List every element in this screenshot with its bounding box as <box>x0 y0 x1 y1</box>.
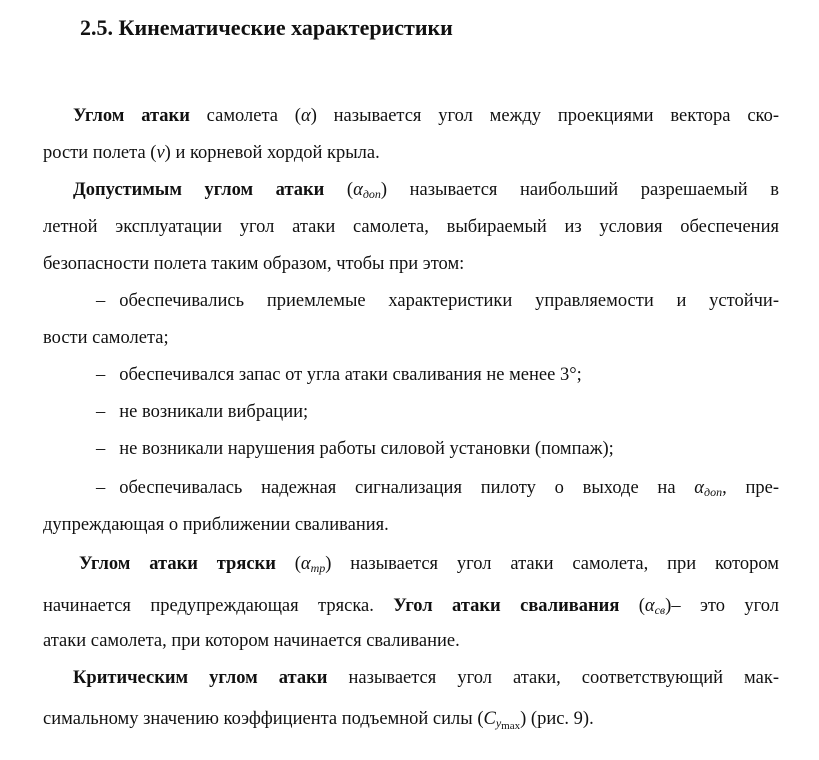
list-item-1: – обеспечивались приемлемые характеристики управляемости и устойчи- <box>96 291 779 311</box>
lift-coefficient-symbol: C <box>483 709 496 729</box>
alpha-symbol: α <box>644 596 655 616</box>
subscript-sv: св <box>654 603 666 617</box>
term-stall-angle: Угол атаки сваливания <box>393 596 620 616</box>
velocity-symbol: v <box>156 143 165 163</box>
dash-bullet: – <box>96 478 106 498</box>
term-critical-angle: Критическим углом атаки <box>73 668 328 688</box>
subscript-max: max <box>501 720 521 732</box>
subscript-dop: доп <box>362 187 381 201</box>
alpha-symbol: α <box>353 180 363 200</box>
dash-bullet: – <box>96 402 106 422</box>
paragraph-angle-of-attack-line-1: Углом атаки самолета (α) называется угол между проекциями вектора ско- <box>73 106 779 126</box>
paragraph-critical-angle-line-1: Критическим углом атаки называется угол атаки, соответствующий мак- <box>73 668 779 688</box>
subscript-y: ymax <box>495 716 521 732</box>
list-item-1-continuation: вости самолета; <box>43 328 169 348</box>
alpha-symbol: α <box>694 478 705 498</box>
list-item-5: – обеспечивалась надежная сигнализация пилоту о выходе на $\alpha_{доп}$, пре- <box>96 478 779 499</box>
dash-bullet: – <box>96 365 106 385</box>
paragraph-buffet-angle-line-1: Углом атаки тряски $(\alpha_{тр})$ называется угол атаки самолета, при котором <box>79 554 779 575</box>
paragraph-permissible-angle-line-1: Допустимым углом атаки $(\alpha_{доп})$ называется наибольший разрешаемый в <box>73 180 779 201</box>
alpha-symbol: α <box>300 554 311 574</box>
section-heading: 2.5. Кинематические характеристики <box>80 15 453 40</box>
alpha-symbol: α <box>300 106 311 126</box>
paragraph-angle-of-attack-line-2: рости полета (v) и корневой хордой крыла. <box>43 143 380 163</box>
paragraph-buffet-angle-line-3: атаки самолета, при котором начинается сваливание. <box>43 631 460 651</box>
dash-bullet: – <box>96 291 106 311</box>
term-angle-of-attack: Углом атаки <box>73 106 190 126</box>
paragraph-buffet-angle-line-2: начинается предупреждающая тряска. Угол атаки сваливания $(\alpha_{св})-$ это угол <box>43 596 779 617</box>
subscript-tr: тр <box>310 561 326 575</box>
paragraph-critical-angle-line-2: симальному значению коэффициента подъемной силы $(C_{y_{max}})$ (рис. 9). <box>43 709 594 732</box>
paragraph-permissible-angle-line-2: летной эксплуатации угол атаки самолета, выбираемый из условия обеспечения <box>43 217 779 237</box>
term-permissible-angle: Допустимым углом атаки <box>73 180 325 200</box>
dash-bullet: – <box>96 439 106 459</box>
subscript-dop: доп <box>704 485 723 499</box>
list-item-3: – не возникали вибрации; <box>96 402 309 422</box>
paragraph-permissible-angle-line-3: безопасности полета таким образом, чтобы при этом: <box>43 254 465 274</box>
list-item-2: – обеспечивался запас от угла атаки сваливания не менее 3°; <box>96 365 582 385</box>
list-item-4: – не возникали нарушения работы силовой установки (помпаж); <box>96 439 614 459</box>
term-buffet-angle: Углом атаки тряски <box>79 554 276 574</box>
list-item-5-continuation: дупреждающая о приближении сваливания. <box>43 515 389 535</box>
